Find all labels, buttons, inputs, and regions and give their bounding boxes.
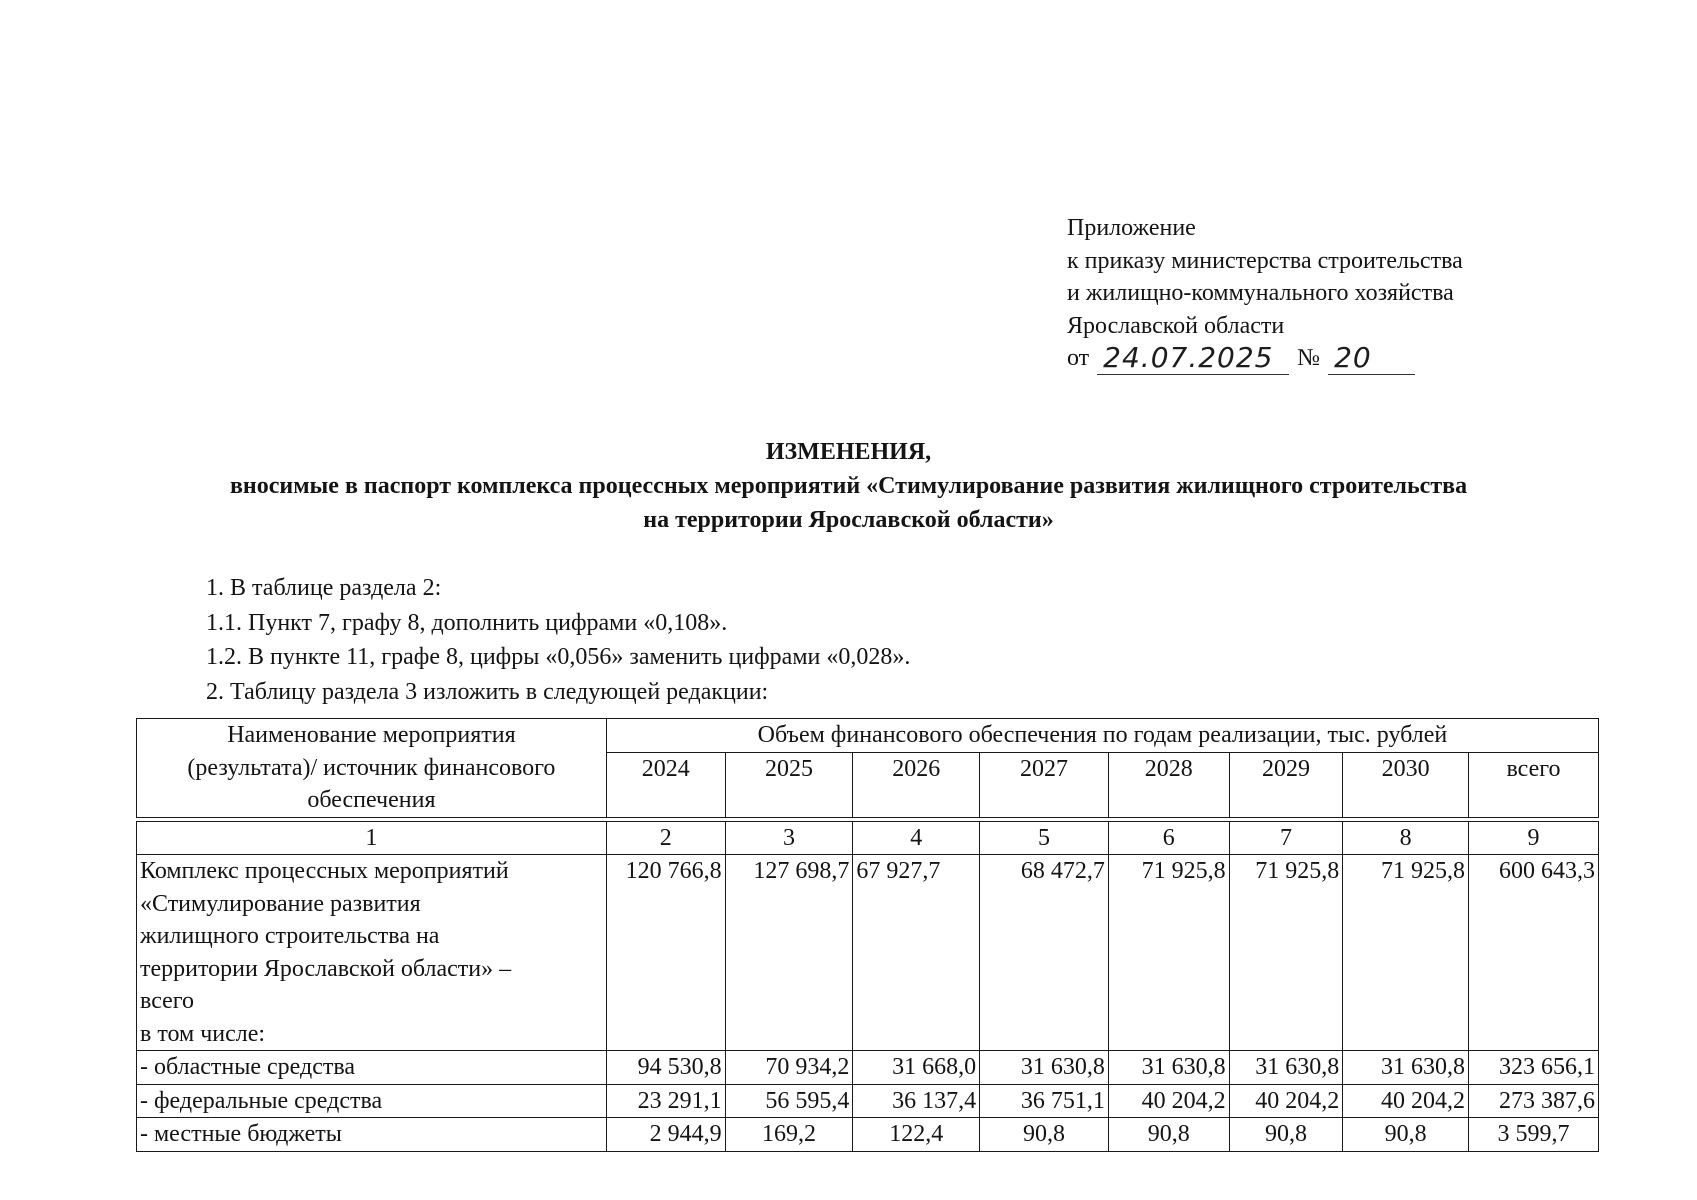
number-label: № (1297, 345, 1321, 371)
value-cell: 90,8 (1343, 1118, 1469, 1152)
row-name-cell: - областные средства (137, 1051, 607, 1085)
column-number-cell: 4 (853, 821, 980, 855)
value-cell: 31 630,8 (1343, 1051, 1469, 1085)
change-points (206, 571, 910, 709)
value-cell: 31 668,0 (853, 1051, 980, 1085)
row-name-cell: - федеральные средства (137, 1084, 607, 1118)
value-cell: 600 643,3 (1469, 855, 1599, 1051)
value-cell: 71 925,8 (1229, 855, 1343, 1051)
column-number-cell: 7 (1229, 821, 1343, 855)
column-number-cell: 5 (980, 821, 1109, 855)
column-number-cell: 2 (606, 821, 725, 855)
order-reference (1067, 342, 1463, 375)
row-name-line: «Стимулирование развития (140, 890, 421, 917)
row-name-line: территории Ярославской области» – (140, 955, 512, 982)
appendix-ministry-line: и жилищно-коммунального хозяйства (1067, 280, 1454, 306)
column-number-cell: 6 (1108, 821, 1229, 855)
point-item: 1.2. В пункте 11, графе 8, цифры «0,056» заменить цифрами «0,028». (206, 644, 911, 670)
year-header-cell: 2025 (725, 752, 853, 817)
table-row (137, 1084, 1599, 1118)
column-number-cell: 1 (137, 821, 607, 855)
year-header-cell: 2026 (853, 752, 980, 817)
row-name-line: Комплекс процессных мероприятий (140, 858, 509, 884)
value-cell: 120 766,8 (606, 855, 725, 1051)
value-cell: 23 291,1 (606, 1084, 725, 1118)
column-number-cell: 8 (1343, 821, 1469, 855)
value-cell: 31 630,8 (1229, 1051, 1343, 1085)
appendix-block (1067, 212, 1463, 375)
table-row (137, 1118, 1599, 1152)
value-cell: 94 530,8 (606, 1051, 725, 1085)
value-cell: 90,8 (980, 1118, 1109, 1152)
value-cell: 36 137,4 (853, 1084, 980, 1118)
appendix-order-line: к приказу министерства строительства (1067, 247, 1463, 274)
value-cell: 169,2 (725, 1118, 853, 1152)
row-name-line: в том числе: (140, 1020, 266, 1047)
total-header-cell: всего (1469, 752, 1599, 817)
year-header-cell: 2030 (1343, 752, 1469, 817)
value-cell: 31 630,8 (1108, 1051, 1229, 1085)
financing-table (136, 718, 1599, 1152)
row-name-cell (137, 855, 607, 1051)
value-cell: 31 630,8 (980, 1051, 1109, 1085)
row-name-line: жилищного строительства на (140, 923, 440, 949)
value-cell: 3 599,7 (1469, 1118, 1599, 1152)
appendix-region-line: Ярославской области (1067, 312, 1285, 339)
value-cell: 70 934,2 (725, 1051, 853, 1085)
column-number-cell: 9 (1469, 821, 1599, 855)
document-title (100, 435, 1597, 537)
value-cell: 40 204,2 (1343, 1084, 1469, 1118)
year-header-cell: 2029 (1229, 752, 1343, 817)
column-number-cell: 3 (725, 821, 853, 855)
from-label: от (1067, 345, 1090, 371)
table-row (137, 855, 1599, 1051)
point-item: 1. В таблице раздела 2: (206, 575, 442, 601)
value-cell: 273 387,6 (1469, 1084, 1599, 1118)
column-number-row (137, 821, 1599, 855)
name-header-text: (результата)/ источник финансового (187, 754, 556, 781)
year-header-cell: 2027 (980, 752, 1109, 817)
name-header-text: обеспечения (307, 787, 436, 813)
value-cell: 40 204,2 (1108, 1084, 1229, 1118)
point-item: 1.1. Пункт 7, графу 8, дополнить цифрами «0,108». (206, 609, 728, 636)
value-cell: 127 698,7 (725, 855, 853, 1051)
value-cell: 71 925,8 (1343, 855, 1469, 1051)
value-cell: 2 944,9 (606, 1118, 725, 1152)
value-cell: 71 925,8 (1108, 855, 1229, 1051)
volume-header-cell: Объем финансового обеспечения по годам реализации, тыс. рублей (606, 719, 1598, 753)
row-name-cell: - местные бюджеты (137, 1118, 607, 1152)
value-cell: 122,4 (853, 1118, 980, 1152)
row-name-line: всего (140, 988, 195, 1014)
handwritten-date: 24.07.2025 (1097, 343, 1289, 375)
year-header-cell: 2024 (606, 752, 725, 817)
point-item: 2. Таблицу раздела 3 изложить в следующей редакции: (206, 678, 769, 705)
value-cell: 90,8 (1229, 1118, 1343, 1152)
value-cell: 36 751,1 (980, 1084, 1109, 1118)
table-row (137, 1051, 1599, 1085)
year-header-cell: 2028 (1108, 752, 1229, 817)
value-cell: 323 656,1 (1469, 1051, 1599, 1085)
handwritten-number: 20 (1328, 343, 1415, 375)
value-cell: 68 472,7 (980, 855, 1109, 1051)
table-header-row (137, 719, 1599, 753)
appendix-label: Приложение (1067, 215, 1196, 241)
name-header-cell (137, 719, 607, 818)
name-header-text: Наименование мероприятия (227, 722, 516, 748)
value-cell: 67 927,7 (853, 855, 980, 1051)
value-cell: 40 204,2 (1229, 1084, 1343, 1118)
title-subtitle-line2: на территории Ярославской области» (643, 507, 1054, 533)
title-heading: ИЗМЕНЕНИЯ, (765, 439, 932, 465)
value-cell: 56 595,4 (725, 1084, 853, 1118)
value-cell: 90,8 (1108, 1118, 1229, 1152)
title-subtitle-line1: вносимые в паспорт комплекса процессных мероприятий «Стимулирование развития жилищного строительства (229, 473, 1468, 499)
